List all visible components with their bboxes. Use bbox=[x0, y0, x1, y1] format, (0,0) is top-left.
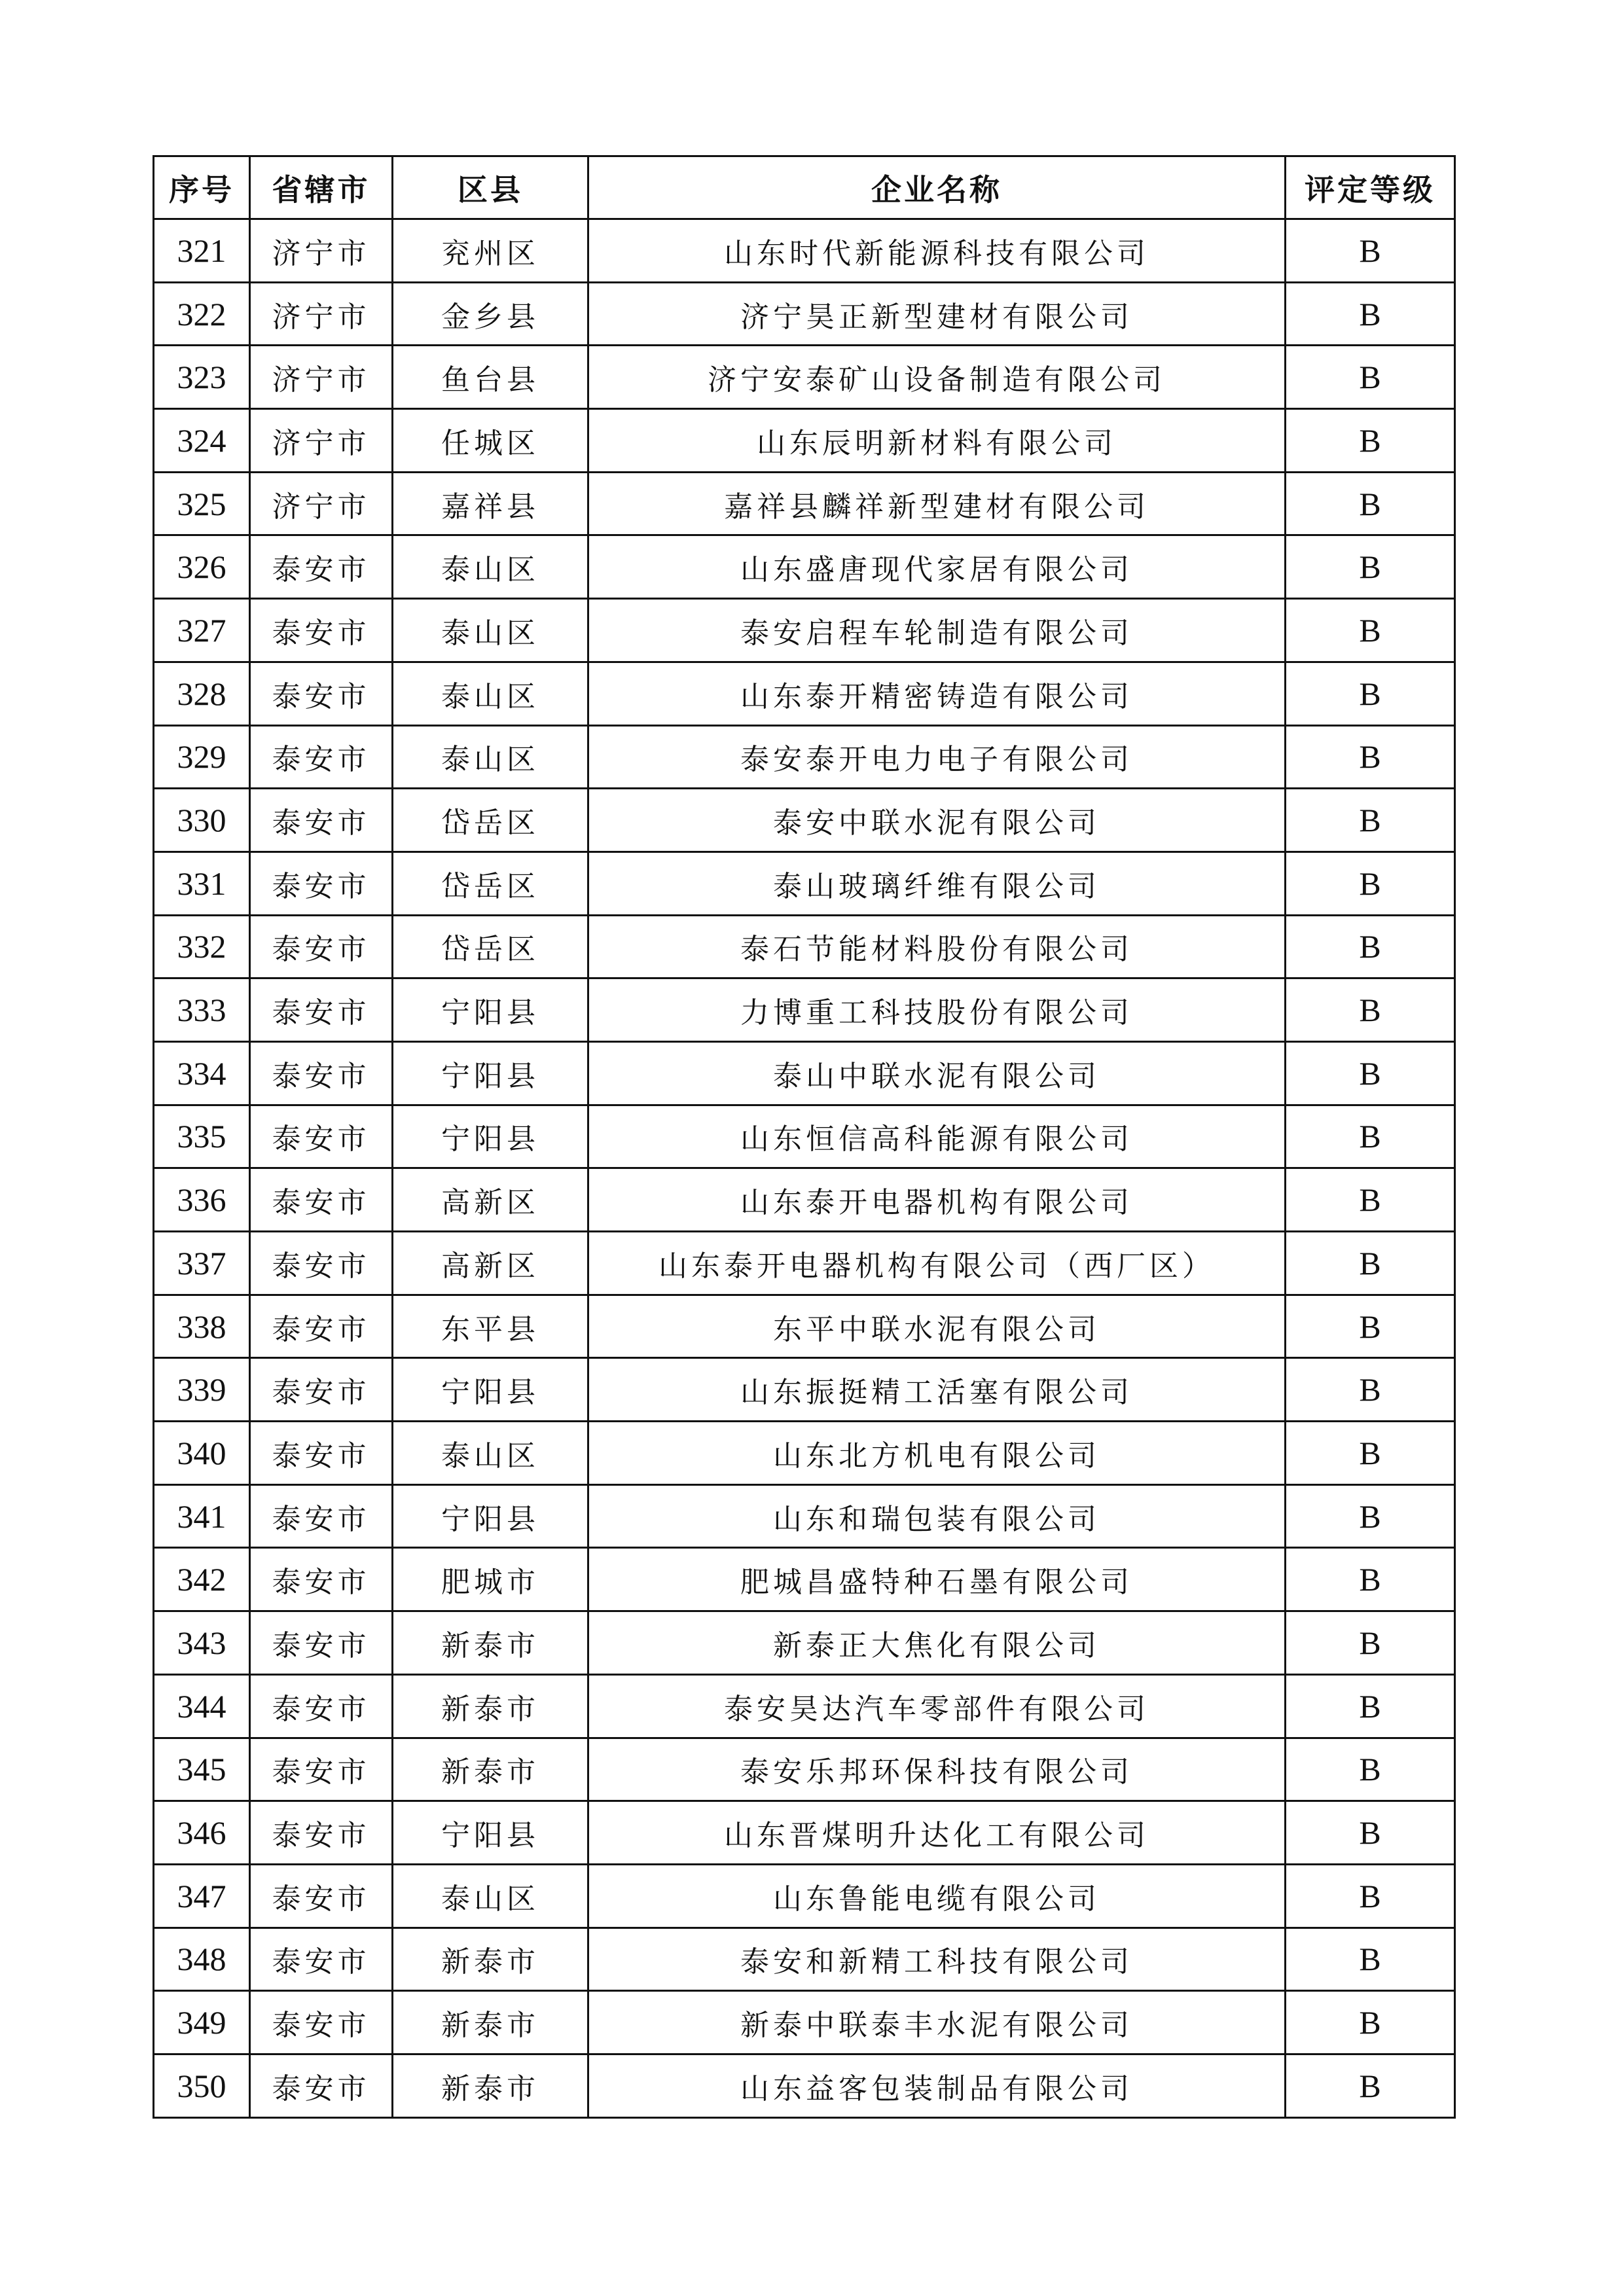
cell-grade: B bbox=[1286, 2054, 1455, 2117]
cell-district: 高新区 bbox=[393, 1168, 588, 1232]
cell-company: 嘉祥县麟祥新型建材有限公司 bbox=[588, 472, 1286, 535]
table-row bbox=[154, 662, 1455, 725]
cell-seq: 336 bbox=[154, 1168, 250, 1232]
cell-company: 泰山中联水泥有限公司 bbox=[588, 1041, 1286, 1105]
cell-seq: 324 bbox=[154, 409, 250, 473]
cell-seq: 342 bbox=[154, 1548, 250, 1611]
cell-district: 新泰市 bbox=[393, 1738, 588, 1801]
cell-district: 泰山区 bbox=[393, 662, 588, 725]
cell-company: 山东恒信高科能源有限公司 bbox=[588, 1105, 1286, 1168]
cell-city: 泰安市 bbox=[250, 978, 393, 1042]
cell-seq: 321 bbox=[154, 219, 250, 283]
cell-district: 岱岳区 bbox=[393, 852, 588, 915]
cell-company: 山东泰开精密铸造有限公司 bbox=[588, 662, 1286, 725]
cell-city: 泰安市 bbox=[250, 1232, 393, 1295]
cell-grade: B bbox=[1286, 1232, 1455, 1295]
cell-district: 东平县 bbox=[393, 1295, 588, 1358]
cell-company: 新泰中联泰丰水泥有限公司 bbox=[588, 1991, 1286, 2054]
cell-city: 泰安市 bbox=[250, 1738, 393, 1801]
cell-district: 岱岳区 bbox=[393, 789, 588, 852]
cell-district: 新泰市 bbox=[393, 1991, 588, 2054]
table-row bbox=[154, 1358, 1455, 1422]
cell-company: 东平中联水泥有限公司 bbox=[588, 1295, 1286, 1358]
cell-city: 泰安市 bbox=[250, 915, 393, 978]
cell-city: 泰安市 bbox=[250, 1105, 393, 1168]
cell-city: 济宁市 bbox=[250, 282, 393, 346]
cell-district: 宁阳县 bbox=[393, 1484, 588, 1548]
table-row bbox=[154, 409, 1455, 473]
cell-seq: 341 bbox=[154, 1484, 250, 1548]
cell-seq: 350 bbox=[154, 2054, 250, 2117]
cell-company: 山东盛唐现代家居有限公司 bbox=[588, 535, 1286, 599]
table-row bbox=[154, 1801, 1455, 1865]
table-row bbox=[154, 1422, 1455, 1485]
table-body bbox=[154, 219, 1455, 2118]
cell-district: 肥城市 bbox=[393, 1548, 588, 1611]
cell-seq: 339 bbox=[154, 1358, 250, 1422]
cell-city: 济宁市 bbox=[250, 219, 393, 283]
table-row bbox=[154, 1991, 1455, 2054]
cell-seq: 344 bbox=[154, 1674, 250, 1738]
cell-district: 宁阳县 bbox=[393, 1105, 588, 1168]
table-row bbox=[154, 2054, 1455, 2117]
cell-seq: 326 bbox=[154, 535, 250, 599]
cell-grade: B bbox=[1286, 472, 1455, 535]
cell-company: 山东辰明新材料有限公司 bbox=[588, 409, 1286, 473]
cell-company: 山东和瑞包装有限公司 bbox=[588, 1484, 1286, 1548]
cell-seq: 329 bbox=[154, 725, 250, 789]
table-row bbox=[154, 1738, 1455, 1801]
cell-district: 泰山区 bbox=[393, 535, 588, 599]
cell-district: 嘉祥县 bbox=[393, 472, 588, 535]
cell-grade: B bbox=[1286, 599, 1455, 662]
cell-company: 山东北方机电有限公司 bbox=[588, 1422, 1286, 1485]
table-row bbox=[154, 915, 1455, 978]
cell-company: 泰安中联水泥有限公司 bbox=[588, 789, 1286, 852]
cell-grade: B bbox=[1286, 1674, 1455, 1738]
cell-grade: B bbox=[1286, 1864, 1455, 1928]
cell-company: 山东鲁能电缆有限公司 bbox=[588, 1864, 1286, 1928]
cell-district: 新泰市 bbox=[393, 1674, 588, 1738]
cell-seq: 337 bbox=[154, 1232, 250, 1295]
cell-seq: 343 bbox=[154, 1611, 250, 1675]
cell-district: 新泰市 bbox=[393, 1928, 588, 1991]
cell-company: 力博重工科技股份有限公司 bbox=[588, 978, 1286, 1042]
cell-district: 宁阳县 bbox=[393, 1801, 588, 1865]
table-row bbox=[154, 852, 1455, 915]
table-row bbox=[154, 1928, 1455, 1991]
cell-grade: B bbox=[1286, 1041, 1455, 1105]
cell-company: 泰安乐邦环保科技有限公司 bbox=[588, 1738, 1286, 1801]
cell-city: 泰安市 bbox=[250, 2054, 393, 2117]
cell-grade: B bbox=[1286, 219, 1455, 283]
cell-district: 新泰市 bbox=[393, 1611, 588, 1675]
table-row bbox=[154, 1548, 1455, 1611]
table-row bbox=[154, 1295, 1455, 1358]
cell-grade: B bbox=[1286, 662, 1455, 725]
table-row bbox=[154, 282, 1455, 346]
cell-city: 泰安市 bbox=[250, 852, 393, 915]
cell-district: 泰山区 bbox=[393, 1422, 588, 1485]
table-row bbox=[154, 535, 1455, 599]
cell-city: 泰安市 bbox=[250, 1801, 393, 1865]
cell-district: 兖州区 bbox=[393, 219, 588, 283]
header-company: 企业名称 bbox=[588, 156, 1286, 219]
cell-seq: 345 bbox=[154, 1738, 250, 1801]
cell-grade: B bbox=[1286, 1991, 1455, 2054]
cell-seq: 330 bbox=[154, 789, 250, 852]
table-row bbox=[154, 789, 1455, 852]
cell-grade: B bbox=[1286, 409, 1455, 473]
cell-city: 济宁市 bbox=[250, 472, 393, 535]
cell-city: 济宁市 bbox=[250, 409, 393, 473]
cell-grade: B bbox=[1286, 725, 1455, 789]
table-row bbox=[154, 1611, 1455, 1675]
cell-seq: 338 bbox=[154, 1295, 250, 1358]
cell-grade: B bbox=[1286, 1928, 1455, 1991]
cell-company: 济宁安泰矿山设备制造有限公司 bbox=[588, 346, 1286, 409]
cell-district: 宁阳县 bbox=[393, 1041, 588, 1105]
cell-city: 泰安市 bbox=[250, 1422, 393, 1485]
cell-company: 泰安泰开电力电子有限公司 bbox=[588, 725, 1286, 789]
cell-city: 泰安市 bbox=[250, 1548, 393, 1611]
cell-city: 泰安市 bbox=[250, 535, 393, 599]
cell-grade: B bbox=[1286, 1484, 1455, 1548]
enterprise-rating-table bbox=[153, 155, 1456, 2119]
cell-grade: B bbox=[1286, 1611, 1455, 1675]
cell-company: 泰石节能材料股份有限公司 bbox=[588, 915, 1286, 978]
cell-city: 泰安市 bbox=[250, 1674, 393, 1738]
cell-company: 泰安昊达汽车零部件有限公司 bbox=[588, 1674, 1286, 1738]
cell-grade: B bbox=[1286, 915, 1455, 978]
cell-grade: B bbox=[1286, 535, 1455, 599]
table-header-row bbox=[154, 156, 1455, 219]
cell-district: 泰山区 bbox=[393, 599, 588, 662]
cell-seq: 327 bbox=[154, 599, 250, 662]
table-row bbox=[154, 1484, 1455, 1548]
cell-seq: 346 bbox=[154, 1801, 250, 1865]
cell-seq: 334 bbox=[154, 1041, 250, 1105]
header-district: 区县 bbox=[393, 156, 588, 219]
table-row bbox=[154, 1232, 1455, 1295]
table-row bbox=[154, 1041, 1455, 1105]
cell-city: 泰安市 bbox=[250, 1928, 393, 1991]
cell-seq: 328 bbox=[154, 662, 250, 725]
cell-seq: 331 bbox=[154, 852, 250, 915]
cell-city: 泰安市 bbox=[250, 662, 393, 725]
cell-grade: B bbox=[1286, 1548, 1455, 1611]
cell-grade: B bbox=[1286, 852, 1455, 915]
table-row bbox=[154, 472, 1455, 535]
header-grade: 评定等级 bbox=[1286, 156, 1455, 219]
cell-grade: B bbox=[1286, 1295, 1455, 1358]
cell-district: 泰山区 bbox=[393, 1864, 588, 1928]
cell-company: 山东泰开电器机构有限公司（西厂区） bbox=[588, 1232, 1286, 1295]
cell-company: 济宁昊正新型建材有限公司 bbox=[588, 282, 1286, 346]
header-city: 省辖市 bbox=[250, 156, 393, 219]
cell-city: 泰安市 bbox=[250, 1358, 393, 1422]
cell-company: 肥城昌盛特种石墨有限公司 bbox=[588, 1548, 1286, 1611]
cell-seq: 325 bbox=[154, 472, 250, 535]
cell-company: 山东晋煤明升达化工有限公司 bbox=[588, 1801, 1286, 1865]
cell-seq: 348 bbox=[154, 1928, 250, 1991]
cell-city: 泰安市 bbox=[250, 1991, 393, 2054]
cell-district: 岱岳区 bbox=[393, 915, 588, 978]
cell-city: 泰安市 bbox=[250, 1484, 393, 1548]
cell-grade: B bbox=[1286, 1738, 1455, 1801]
cell-seq: 332 bbox=[154, 915, 250, 978]
table-row bbox=[154, 219, 1455, 283]
cell-district: 高新区 bbox=[393, 1232, 588, 1295]
table-row bbox=[154, 1674, 1455, 1738]
cell-seq: 340 bbox=[154, 1422, 250, 1485]
cell-city: 泰安市 bbox=[250, 1864, 393, 1928]
table-row bbox=[154, 1105, 1455, 1168]
cell-city: 泰安市 bbox=[250, 1611, 393, 1675]
header-seq: 序号 bbox=[154, 156, 250, 219]
cell-company: 泰安和新精工科技有限公司 bbox=[588, 1928, 1286, 1991]
table-row bbox=[154, 978, 1455, 1042]
cell-company: 泰安启程车轮制造有限公司 bbox=[588, 599, 1286, 662]
table-row bbox=[154, 599, 1455, 662]
cell-seq: 347 bbox=[154, 1864, 250, 1928]
cell-grade: B bbox=[1286, 346, 1455, 409]
cell-seq: 323 bbox=[154, 346, 250, 409]
cell-city: 济宁市 bbox=[250, 346, 393, 409]
cell-district: 鱼台县 bbox=[393, 346, 588, 409]
cell-city: 泰安市 bbox=[250, 1041, 393, 1105]
cell-seq: 322 bbox=[154, 282, 250, 346]
cell-city: 泰安市 bbox=[250, 725, 393, 789]
cell-seq: 349 bbox=[154, 1991, 250, 2054]
cell-company: 山东益客包装制品有限公司 bbox=[588, 2054, 1286, 2117]
cell-company: 山东振挺精工活塞有限公司 bbox=[588, 1358, 1286, 1422]
table-row bbox=[154, 1864, 1455, 1928]
cell-district: 任城区 bbox=[393, 409, 588, 473]
cell-district: 宁阳县 bbox=[393, 1358, 588, 1422]
cell-company: 泰山玻璃纤维有限公司 bbox=[588, 852, 1286, 915]
cell-grade: B bbox=[1286, 1801, 1455, 1865]
table-row bbox=[154, 725, 1455, 789]
cell-district: 新泰市 bbox=[393, 2054, 588, 2117]
cell-company: 山东泰开电器机构有限公司 bbox=[588, 1168, 1286, 1232]
cell-grade: B bbox=[1286, 978, 1455, 1042]
cell-grade: B bbox=[1286, 1105, 1455, 1168]
cell-grade: B bbox=[1286, 1168, 1455, 1232]
table-row bbox=[154, 346, 1455, 409]
cell-district: 宁阳县 bbox=[393, 978, 588, 1042]
cell-city: 泰安市 bbox=[250, 789, 393, 852]
cell-city: 泰安市 bbox=[250, 599, 393, 662]
cell-district: 金乡县 bbox=[393, 282, 588, 346]
cell-city: 泰安市 bbox=[250, 1295, 393, 1358]
cell-seq: 335 bbox=[154, 1105, 250, 1168]
table-row bbox=[154, 1168, 1455, 1232]
cell-seq: 333 bbox=[154, 978, 250, 1042]
cell-city: 泰安市 bbox=[250, 1168, 393, 1232]
cell-grade: B bbox=[1286, 789, 1455, 852]
cell-grade: B bbox=[1286, 1358, 1455, 1422]
cell-grade: B bbox=[1286, 1422, 1455, 1485]
cell-grade: B bbox=[1286, 282, 1455, 346]
cell-company: 山东时代新能源科技有限公司 bbox=[588, 219, 1286, 283]
cell-district: 泰山区 bbox=[393, 725, 588, 789]
cell-company: 新泰正大焦化有限公司 bbox=[588, 1611, 1286, 1675]
